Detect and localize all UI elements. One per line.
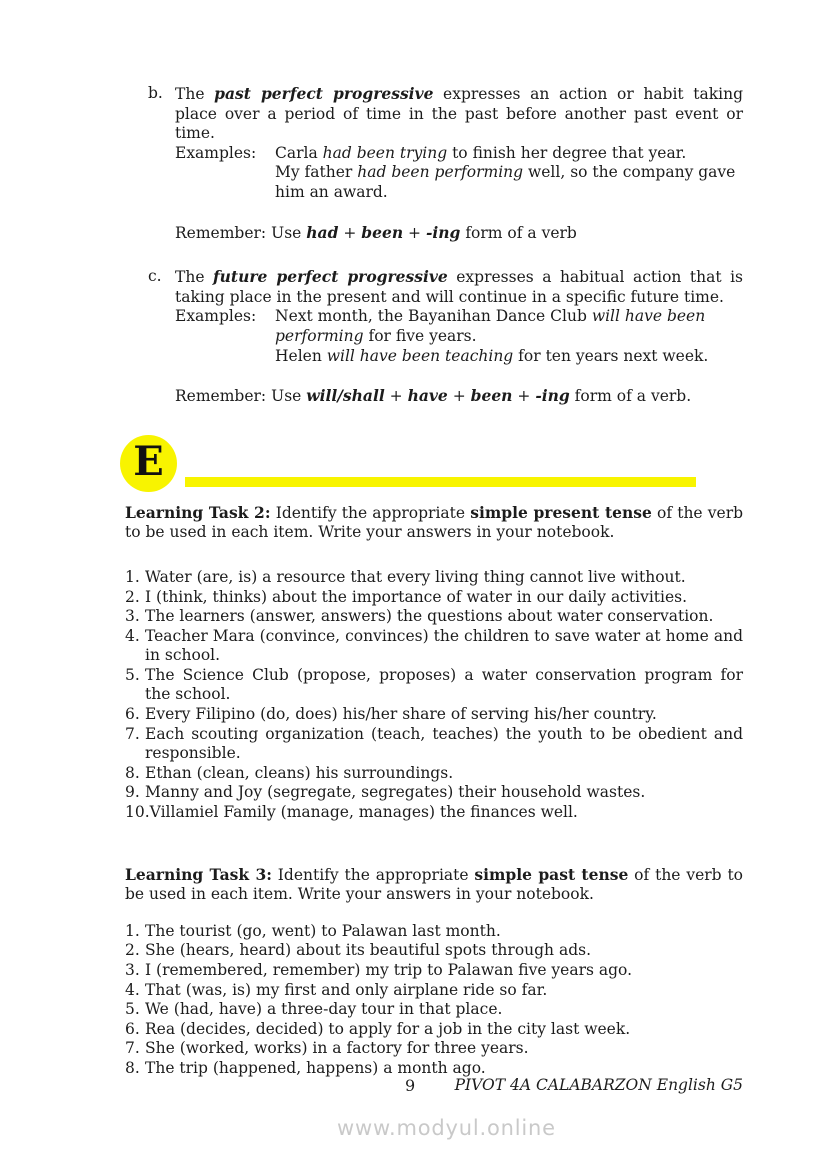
remember-text: Use had + been + -ing form of a verb <box>271 222 577 242</box>
item-text: Teacher Mara (convince, convinces) the children to save water at home and in school. <box>145 626 743 665</box>
item-number: 5. <box>125 1000 140 1019</box>
item-number: 1. <box>125 567 140 586</box>
item-text: Every Filipino (do, does) his/her share of serving his/her country. <box>145 705 657 724</box>
item-text: I (remembered, remember) my trip to Palawan five years ago. <box>145 961 633 979</box>
item-number: 2. <box>125 587 140 606</box>
task-item <box>125 725 743 764</box>
item-number: 4. <box>125 980 140 999</box>
item-number: 3. <box>125 961 140 979</box>
item-text: The tourist (go, went) to Palawan last month. <box>145 921 501 940</box>
section-marker: c. <box>148 267 162 286</box>
section-marker: b. <box>148 84 163 102</box>
section-intro: The past perfect progressive expresses an action or habit taking place over a period of time in the past before another past event or time. <box>175 84 743 143</box>
activity-badge-e <box>120 435 177 492</box>
task-item <box>125 783 743 803</box>
task2-intro: Learning Task 2: Identify the appropriate simple present tense of the verb to be used in each item. Write your answers in your notebook. <box>125 502 744 542</box>
item-number: 7. <box>125 724 140 743</box>
task-item <box>125 588 743 608</box>
item-number: 9. <box>125 783 140 802</box>
item-number: 1. <box>125 921 140 940</box>
task-item <box>125 607 743 627</box>
task3-intro: Learning Task 3: Identify the appropriate simple past tense of the verb to be used in each item. Write your answers in your notebook. <box>125 864 744 904</box>
task-item <box>125 1039 743 1059</box>
task-item <box>125 1020 743 1040</box>
watermark: www.modyul.online <box>337 1116 556 1140</box>
item-text: We (had, have) a three-day tour in that place. <box>145 1000 503 1019</box>
section-body <box>175 84 743 243</box>
item-text: Rea (decides, decided) to apply for a job in the city last week. <box>145 1019 631 1038</box>
activity-badge-row <box>120 435 743 492</box>
page-number: 9 <box>405 1076 416 1095</box>
badge-letter: E <box>133 438 164 486</box>
task-item <box>125 941 743 961</box>
item-text: The Science Club (propose, proposes) a water conservation program for the school. <box>145 665 743 704</box>
section-body <box>175 267 743 407</box>
grammar-section-c <box>148 267 743 407</box>
example-line: Next month, the Bayanihan Dance Club will have been performing for five years. <box>275 307 706 345</box>
item-number: 3. <box>125 607 140 626</box>
examples-block <box>175 307 743 366</box>
examples-label: Examples: <box>175 143 257 162</box>
task-item <box>125 803 743 823</box>
item-text: The learners (answer, answers) the questions about water conservation. <box>145 607 714 626</box>
task-item <box>125 666 743 705</box>
item-text: Manny and Joy (segregate, segregates) their household wastes. <box>145 783 646 802</box>
grammar-section-b <box>148 84 743 243</box>
section-divider-bar <box>185 477 696 487</box>
item-text: Water (are, is) a resource that every living thing cannot live without. <box>145 567 686 586</box>
task-item <box>125 922 743 942</box>
task-item <box>125 764 743 784</box>
page-content <box>125 84 743 1079</box>
examples-label: Examples: <box>175 307 257 326</box>
example-line: Carla had been trying to finish her degree that year. <box>275 143 687 162</box>
item-text: Villamiel Family (manage, manages) the finances well. <box>149 803 578 822</box>
item-text: That (was, is) my first and only airplane ride so far. <box>145 980 548 999</box>
item-number: 4. <box>125 626 140 645</box>
remember-label: Remember: <box>175 223 267 242</box>
task-item <box>125 568 743 588</box>
remember-label: Remember: <box>175 387 267 406</box>
item-text: I (think, thinks) about the importance of water in our daily activities. <box>145 587 688 606</box>
remember-text: Use will/shall + have + been + -ing form of a verb. <box>271 386 692 406</box>
item-text: Each scouting organization (teach, teaches) the youth to be obedient and responsible. <box>145 724 743 763</box>
task3-list <box>125 922 743 1079</box>
task-item <box>125 961 743 981</box>
item-text: She (worked, works) in a factory for three years. <box>145 1039 529 1058</box>
item-number: 2. <box>125 941 140 960</box>
remember-line <box>175 223 743 244</box>
task-item <box>125 705 743 725</box>
item-number: 6. <box>125 1019 140 1038</box>
footer-module-title: PIVOT 4A CALABARZON English G5 <box>454 1076 743 1094</box>
item-number: 6. <box>125 705 140 724</box>
item-text: The trip (happened, happens) a month ago. <box>145 1058 486 1077</box>
item-text: Ethan (clean, cleans) his surroundings. <box>145 763 454 782</box>
remember-line <box>175 386 743 407</box>
example-line: My father had been performing well, so the company gave him an award. <box>275 163 736 201</box>
task2-list <box>125 568 743 823</box>
examples-body <box>275 307 743 366</box>
example-line: Helen will have been teaching for ten years next week. <box>275 346 709 365</box>
examples-body <box>275 144 743 203</box>
item-number: 8. <box>125 1058 140 1077</box>
item-number: 5. <box>125 665 140 684</box>
task-item <box>125 627 743 666</box>
item-number: 10. <box>125 803 150 822</box>
task-item <box>125 1000 743 1020</box>
section-intro: The future perfect progressive expresses a habitual action that is taking place in the present and will continue in a specific future time. <box>175 267 743 306</box>
examples-block <box>175 144 743 203</box>
item-number: 8. <box>125 763 140 782</box>
item-text: She (hears, heard) about its beautiful spots through ads. <box>145 941 592 960</box>
item-number: 7. <box>125 1039 140 1058</box>
task-item <box>125 981 743 1001</box>
